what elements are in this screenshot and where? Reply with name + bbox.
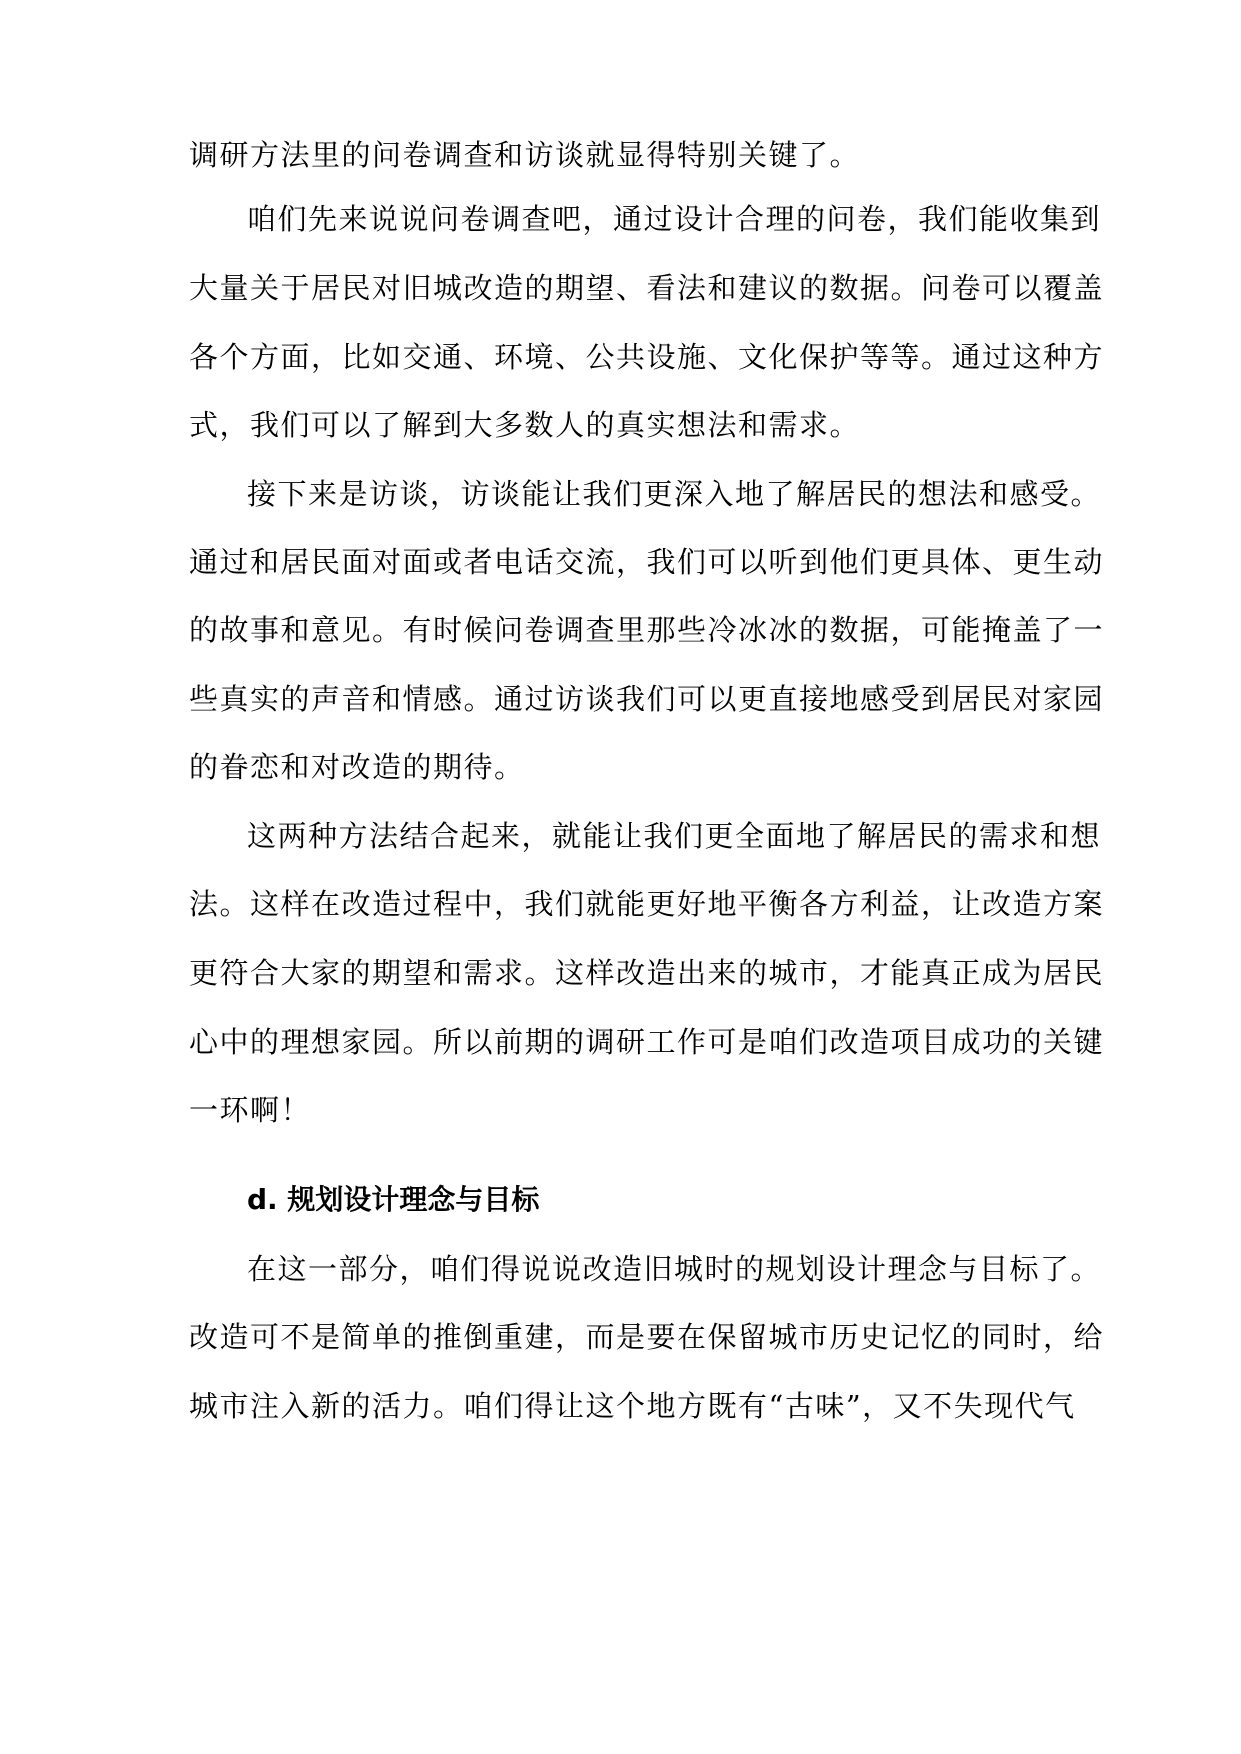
body-text-line: 改造可不是简单的推倒重建，而是要在保留城市历史记忆的同时，给 bbox=[189, 1320, 1105, 1354]
body-text-line: 接下来是访谈，访谈能让我们更深入地了解居民的想法和感受。 bbox=[247, 477, 1102, 511]
body-text-line: 更符合大家的期望和需求。这样改造出来的城市，才能真正成为居民 bbox=[189, 956, 1105, 990]
body-text-line: 的故事和意见。有时候问卷调查里那些冷冰冰的数据，可能掩盖了一 bbox=[189, 613, 1105, 647]
body-text-line: 些真实的声音和情感。通过访谈我们可以更直接地感受到居民对家园 bbox=[189, 682, 1105, 716]
body-text-line: 城市注入新的活力。咱们得让这个地方既有“古味”，又不失现代气 bbox=[189, 1389, 1076, 1423]
body-text-line: 法。这样在改造过程中，我们就能更好地平衡各方利益，让改造方案 bbox=[189, 887, 1105, 921]
body-text-line: 在这一部分，咱们得说说改造旧城时的规划设计理念与目标了。 bbox=[247, 1252, 1102, 1286]
body-text-line: 式，我们可以了解到大多数人的真实想法和需求。 bbox=[189, 408, 861, 442]
body-text-line: 心中的理想家园。所以前期的调研工作可是咱们改造项目成功的关键 bbox=[189, 1025, 1105, 1059]
body-text-line: 通过和居民面对面或者电话交流，我们可以听到他们更具体、更生动 bbox=[189, 545, 1105, 579]
body-text-line: 一环啊！ bbox=[189, 1093, 312, 1127]
body-text-line: 这两种方法结合起来，就能让我们更全面地了解居民的需求和想 bbox=[247, 819, 1102, 853]
body-text-line: 的眷恋和对改造的期待。 bbox=[189, 750, 525, 784]
body-text-line: 各个方面，比如交通、环境、公共设施、文化保护等等。通过这种方 bbox=[189, 340, 1105, 374]
body-text-line: 调研方法里的问卷调查和访谈就显得特别关键了。 bbox=[189, 138, 861, 172]
section-heading: d. 规划设计理念与目标 bbox=[247, 1183, 540, 1216]
body-text-line: 大量关于居民对旧城改造的期望、看法和建议的数据。问卷可以覆盖 bbox=[189, 271, 1105, 305]
body-text-line: 咱们先来说说问卷调查吧，通过设计合理的问卷，我们能收集到 bbox=[247, 202, 1102, 236]
